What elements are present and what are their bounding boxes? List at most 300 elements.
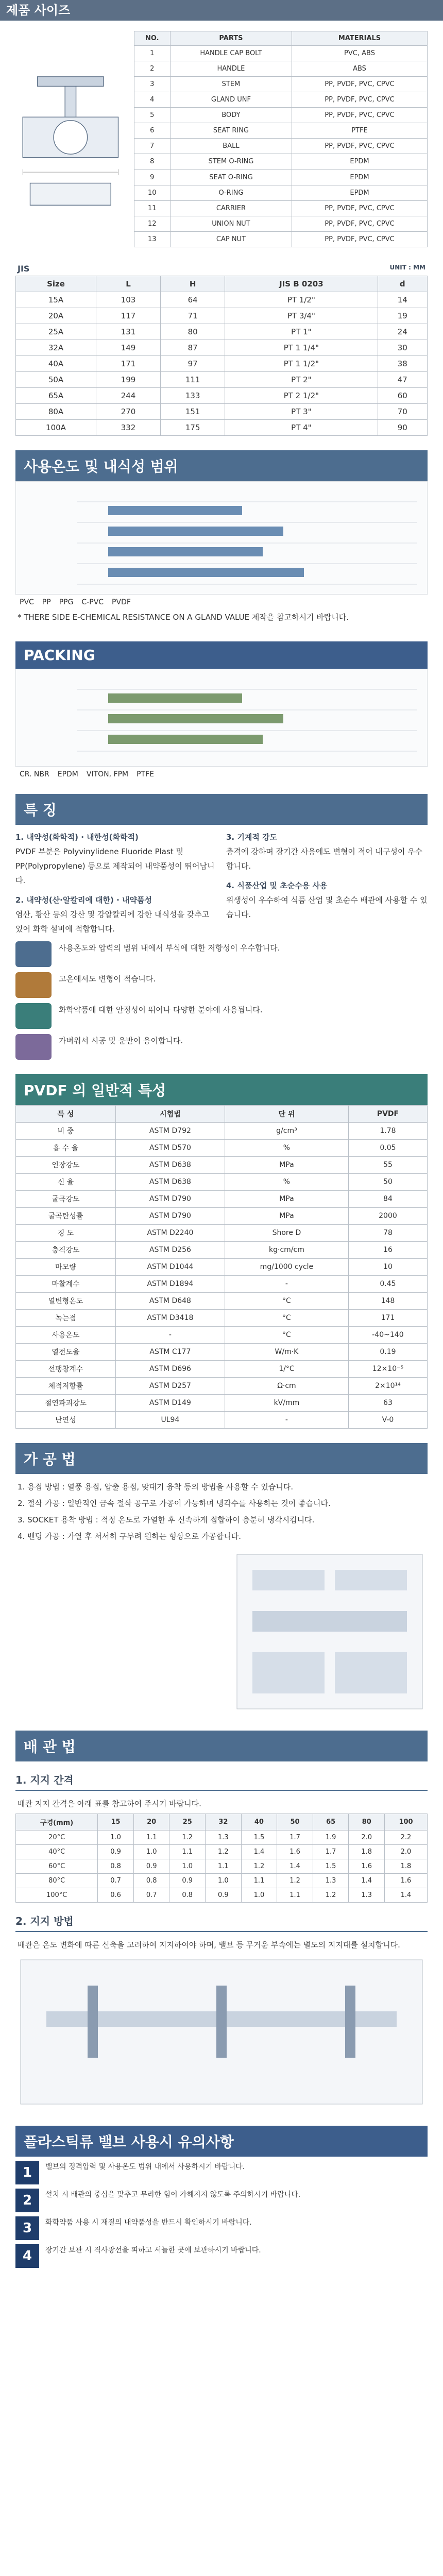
installation-sub1-text: 배관 지지 간격은 아래 표를 참고하여 주시기 바랍니다. xyxy=(18,1799,201,1808)
precaution-text: 밸브의 정격압력 및 사용온도 범위 내에서 사용하시기 바랍니다. xyxy=(45,2163,245,2171)
parts-cell: 6 xyxy=(134,123,170,139)
temp-material-label: PP xyxy=(42,598,51,606)
support-cell: 1.5 xyxy=(241,1831,277,1845)
legend-row xyxy=(15,1034,428,1060)
precaution-number: 2 xyxy=(15,2189,39,2212)
dim-cell: 244 xyxy=(96,388,160,404)
pvdf-row xyxy=(16,1378,428,1395)
pvdf-row xyxy=(16,1327,428,1344)
legend-text: 사용온도와 압력의 범위 내에서 부식에 대한 저항성이 우수합니다. xyxy=(59,943,280,953)
pvdf-row xyxy=(16,1174,428,1191)
parts-cell: PP, PVDF, PVC, CPVC xyxy=(292,92,428,108)
precaution-item xyxy=(15,2189,428,2212)
parts-cell: UNION NUT xyxy=(170,216,292,231)
support-cell: 1.3 xyxy=(206,1831,242,1845)
support-cell: 1.4 xyxy=(385,1888,428,1903)
parts-cell: 1 xyxy=(134,46,170,61)
support-cell: 0.8 xyxy=(133,1874,169,1888)
packing-material-label: EPDM xyxy=(57,770,78,778)
pvdf-cell: 1/°C xyxy=(225,1361,348,1378)
pvdf-cell: mg/1000 cycle xyxy=(225,1259,348,1276)
pvdf-cell: ASTM D256 xyxy=(115,1242,225,1259)
dim-cell: 171 xyxy=(96,356,160,372)
pvdf-cell: 171 xyxy=(348,1310,427,1327)
processing-item: 4. 밴딩 가공 : 가열 후 서서히 구부려 원하는 형상으로 가공합니다. xyxy=(18,1532,242,1541)
installation-illustration xyxy=(15,1955,428,2109)
support-header: 80 xyxy=(349,1814,385,1831)
pvdf-cell: 난연성 xyxy=(16,1412,116,1429)
pvdf-cell: UL94 xyxy=(115,1412,225,1429)
pvdf-cell: MPa xyxy=(225,1208,348,1225)
pvdf-cell: ASTM D638 xyxy=(115,1157,225,1174)
pvdf-row xyxy=(16,1123,428,1140)
pvdf-cell: kg·cm/cm xyxy=(225,1242,348,1259)
support-cell: 1.4 xyxy=(349,1874,385,1888)
support-header: 100 xyxy=(385,1814,428,1831)
parts-cell: BALL xyxy=(170,139,292,154)
dim-label: JIS xyxy=(18,264,30,274)
parts-row xyxy=(134,170,427,185)
support-cell: 1.2 xyxy=(313,1888,349,1903)
pvdf-cell: 2×10¹⁴ xyxy=(348,1378,427,1395)
parts-cell: O-RING xyxy=(170,185,292,200)
parts-cell: 10 xyxy=(134,185,170,200)
dim-cell: 71 xyxy=(161,308,225,324)
dim-row xyxy=(16,372,428,388)
dim-cell: 30 xyxy=(378,340,427,356)
dim-cell: 32A xyxy=(16,340,96,356)
support-cell: 1.8 xyxy=(349,1845,385,1859)
dim-cell: PT 1/2" xyxy=(225,292,378,308)
pvdf-cell: ASTM D2240 xyxy=(115,1225,225,1242)
dim-cell: 80A xyxy=(16,404,96,420)
support-cell: 1.7 xyxy=(277,1831,313,1845)
pvdf-cell: 84 xyxy=(348,1191,427,1208)
dim-cell: 80 xyxy=(161,324,225,340)
parts-cell: PP, PVDF, PVC, CPVC xyxy=(292,231,428,247)
support-row xyxy=(16,1874,428,1888)
parts-table xyxy=(134,31,428,247)
support-table xyxy=(15,1814,428,1903)
parts-cell: BODY xyxy=(170,108,292,123)
pvdf-cell: 16 xyxy=(348,1242,427,1259)
support-header: 65 xyxy=(313,1814,349,1831)
parts-row xyxy=(134,231,427,247)
temp-material-label: PVC xyxy=(20,598,34,606)
parts-row xyxy=(134,200,427,216)
parts-row xyxy=(134,92,427,108)
pvdf-cell: 1.78 xyxy=(348,1123,427,1140)
support-header: 25 xyxy=(169,1814,206,1831)
pvdf-cell: - xyxy=(115,1327,225,1344)
pvdf-cell: ASTM D257 xyxy=(115,1378,225,1395)
pvdf-cell: ASTM D1894 xyxy=(115,1276,225,1293)
support-cell: 2.0 xyxy=(349,1831,385,1845)
installation-sub2-text: 배관은 온도 변화에 따른 신축을 고려하여 지지하여야 하며, 밸브 등 무거운 부속에는 별도의 지지대를 설치합니다. xyxy=(18,1940,400,1950)
parts-row xyxy=(134,216,427,231)
pvdf-row xyxy=(16,1293,428,1310)
support-cell: 1.5 xyxy=(313,1859,349,1874)
parts-cell: GLAND UNF xyxy=(170,92,292,108)
dim-cell: 87 xyxy=(161,340,225,356)
support-row xyxy=(16,1845,428,1859)
dim-row xyxy=(16,404,428,420)
pvdf-header: 특 성 xyxy=(16,1106,116,1123)
pvdf-cell: ASTM D149 xyxy=(115,1395,225,1412)
pvdf-cell: -40~140 xyxy=(348,1327,427,1344)
parts-cell: 11 xyxy=(134,200,170,216)
support-cell: 1.0 xyxy=(169,1859,206,1874)
feature-text: 충격에 강하며 장기간 사용에도 변형이 적어 내구성이 우수합니다. xyxy=(226,847,423,871)
pvdf-row xyxy=(16,1225,428,1242)
feature-text: 3. 기계적 강도 xyxy=(226,833,278,842)
precaution-item xyxy=(15,2161,428,2184)
dim-cell: 38 xyxy=(378,356,427,372)
support-cell: 0.8 xyxy=(169,1888,206,1903)
dim-cell: 270 xyxy=(96,404,160,420)
temp-pressure-note: * THERE SIDE E-CHEMICAL RESISTANCE ON A GLAND VALUE 제작을 참고하시기 바랍니다. xyxy=(18,613,349,622)
dim-row xyxy=(16,324,428,340)
parts-col-parts: PARTS xyxy=(170,31,292,46)
support-cell: 1.0 xyxy=(241,1888,277,1903)
precautions-block xyxy=(15,2126,428,2268)
parts-cell: PVC, ABS xyxy=(292,46,428,61)
parts-cell: 3 xyxy=(134,77,170,92)
support-cell: 0.6 xyxy=(98,1888,134,1903)
dim-cell: 111 xyxy=(161,372,225,388)
support-cell: 80°C xyxy=(16,1874,98,1888)
parts-cell: EPDM xyxy=(292,185,428,200)
parts-cell: CARRIER xyxy=(170,200,292,216)
pvdf-cell: ASTM D1044 xyxy=(115,1259,225,1276)
parts-cell: ABS xyxy=(292,61,428,77)
installation-sub2: 2. 지지 방법 xyxy=(15,1910,428,1932)
support-cell: 1.4 xyxy=(277,1859,313,1874)
packing-material-label: VITON, FPM xyxy=(86,770,129,778)
pvdf-cell: ASTM D570 xyxy=(115,1140,225,1157)
pvdf-cell: 녹는점 xyxy=(16,1310,116,1327)
pvdf-cell: 0.19 xyxy=(348,1344,427,1361)
feature-text: 염산, 황산 등의 강산 및 강알칼리에 강한 내식성을 갖추고 있어 화학 설비에 적합합니다. xyxy=(15,910,210,934)
parts-cell: HANDLE xyxy=(170,61,292,77)
pvdf-cell: °C xyxy=(225,1293,348,1310)
temp-material-label: PPG xyxy=(59,598,74,606)
dim-header: Size xyxy=(16,276,96,292)
dim-cell: 70 xyxy=(378,404,427,420)
dim-cell: 40A xyxy=(16,356,96,372)
dim-header: H xyxy=(161,276,225,292)
dim-cell: 131 xyxy=(96,324,160,340)
pvdf-row xyxy=(16,1259,428,1276)
pvdf-cell: 굴곡강도 xyxy=(16,1191,116,1208)
pvdf-cell: °C xyxy=(225,1310,348,1327)
support-header: 구경(mm) xyxy=(16,1814,98,1831)
feature-text: 1. 내약성(화학적) · 내한성(화학적) xyxy=(15,833,139,842)
support-header: 40 xyxy=(241,1814,277,1831)
pvdf-cell: V-0 xyxy=(348,1412,427,1429)
parts-cell: STEM xyxy=(170,77,292,92)
pvdf-cell: 마모량 xyxy=(16,1259,116,1276)
weight-icon xyxy=(15,1034,52,1060)
parts-cell: 13 xyxy=(134,231,170,247)
precaution-item xyxy=(15,2244,428,2268)
processing-item: 3. SOCKET 용착 방법 : 적정 온도로 가열한 후 신속하게 접합하여 충분히 냉각시킵니다. xyxy=(18,1515,315,1524)
support-cell: 2.2 xyxy=(385,1831,428,1845)
pvdf-cell: ASTM D638 xyxy=(115,1174,225,1191)
pvdf-cell: % xyxy=(225,1174,348,1191)
parts-cell: 12 xyxy=(134,216,170,231)
installation-block xyxy=(15,1731,428,2111)
parts-cell: CAP NUT xyxy=(170,231,292,247)
support-cell: 1.2 xyxy=(241,1859,277,1874)
dim-unit: UNIT : MM xyxy=(389,264,425,271)
support-cell: 2.0 xyxy=(385,1845,428,1859)
support-cell: 1.6 xyxy=(385,1874,428,1888)
parts-cell: SEAT O-RING xyxy=(170,170,292,185)
dim-cell: 100A xyxy=(16,420,96,436)
support-cell: 0.9 xyxy=(98,1845,134,1859)
support-cell: 1.1 xyxy=(241,1874,277,1888)
pvdf-cell: ASTM D648 xyxy=(115,1293,225,1310)
dim-cell: 15A xyxy=(16,292,96,308)
dimension-block xyxy=(15,262,428,436)
pvdf-cell: - xyxy=(225,1276,348,1293)
pvdf-cell: 인장강도 xyxy=(16,1157,116,1174)
dim-header: L xyxy=(96,276,160,292)
support-cell: 1.8 xyxy=(385,1859,428,1874)
support-cell: 1.7 xyxy=(313,1845,349,1859)
pvdf-cell: % xyxy=(225,1140,348,1157)
legend-text: 가벼워서 시공 및 운반이 용이합니다. xyxy=(59,1036,183,1045)
dim-row xyxy=(16,292,428,308)
dim-cell: 64 xyxy=(161,292,225,308)
corrosion-icon xyxy=(15,941,52,967)
parts-row xyxy=(134,77,427,92)
legend-row xyxy=(15,972,428,998)
legend-text: 화학약품에 대한 안정성이 뛰어나 다양한 분야에 사용됩니다. xyxy=(59,1005,263,1014)
support-header: 15 xyxy=(98,1814,134,1831)
precaution-number: 1 xyxy=(15,2161,39,2184)
dim-cell: PT 1" xyxy=(225,324,378,340)
pvdf-cell: W/m·K xyxy=(225,1344,348,1361)
precaution-item xyxy=(15,2216,428,2240)
support-cell: 40°C xyxy=(16,1845,98,1859)
support-cell: 1.0 xyxy=(206,1874,242,1888)
parts-cell: 9 xyxy=(134,170,170,185)
support-cell: 0.9 xyxy=(133,1859,169,1874)
pvdf-cell: ASTM D790 xyxy=(115,1208,225,1225)
dim-cell: 47 xyxy=(378,372,427,388)
pvdf-cell: 148 xyxy=(348,1293,427,1310)
processing-item: 1. 용접 방법 : 열풍 용접, 압출 용접, 맞대기 융착 등의 방법을 사용할 수 있습니다. xyxy=(18,1482,294,1492)
support-cell: 1.0 xyxy=(133,1845,169,1859)
dim-cell: 25A xyxy=(16,324,96,340)
pvdf-row xyxy=(16,1140,428,1157)
temp-material-label: C-PVC xyxy=(81,598,104,606)
valve-drawing xyxy=(15,31,126,247)
parts-cell: EPDM xyxy=(292,154,428,170)
processing-illustration xyxy=(15,1549,428,1714)
dim-cell: 50A xyxy=(16,372,96,388)
dim-cell: 60 xyxy=(378,388,427,404)
dim-cell: PT 2" xyxy=(225,372,378,388)
pvdf-cell: Ω·cm xyxy=(225,1378,348,1395)
precaution-text: 화학약품 사용 시 재질의 내약품성을 반드시 확인하시기 바랍니다. xyxy=(45,2218,252,2227)
dim-cell: 20A xyxy=(16,308,96,324)
dim-cell: 97 xyxy=(161,356,225,372)
pvdf-header: 시험법 xyxy=(115,1106,225,1123)
packing-material-label: PTFE xyxy=(137,770,155,778)
pvdf-row xyxy=(16,1361,428,1378)
parts-cell: 7 xyxy=(134,139,170,154)
pvdf-cell: 충격강도 xyxy=(16,1242,116,1259)
section-product-size: 제품 사이즈 xyxy=(0,0,443,21)
installation-title: 배 관 법 xyxy=(15,1731,428,1761)
pvdf-cell: ASTM D3418 xyxy=(115,1310,225,1327)
precaution-text: 설치 시 배관의 중심을 맞추고 무리한 힘이 가해지지 않도록 주의하시기 바랍니다. xyxy=(45,2191,301,2199)
feature-text: PVDF 부분은 Polyvinylidene Fluoride Plast 및 PP(Polypropylene) 등으로 제작되어 내약품성이 뛰어납니다. xyxy=(15,847,215,885)
support-cell: 1.0 xyxy=(98,1831,134,1845)
features-title: 특 징 xyxy=(15,794,428,825)
pvdf-header: 단 위 xyxy=(225,1106,348,1123)
pvdf-cell: 10 xyxy=(348,1259,427,1276)
support-cell: 0.9 xyxy=(169,1874,206,1888)
pvdf-cell: 78 xyxy=(348,1225,427,1242)
parts-col-no: NO. xyxy=(134,31,170,46)
parts-cell: PP, PVDF, PVC, CPVC xyxy=(292,108,428,123)
pvdf-cell: ASTM D792 xyxy=(115,1123,225,1140)
parts-cell: PTFE xyxy=(292,123,428,139)
pvdf-cell: 12×10⁻⁵ xyxy=(348,1361,427,1378)
temp-pressure-chart xyxy=(15,481,428,595)
support-cell: 1.2 xyxy=(169,1831,206,1845)
pvdf-cell: 2000 xyxy=(348,1208,427,1225)
pvdf-cell: MPa xyxy=(225,1157,348,1174)
parts-block xyxy=(15,31,428,247)
dim-cell: 14 xyxy=(378,292,427,308)
pvdf-cell: ASTM D696 xyxy=(115,1361,225,1378)
dim-cell: 103 xyxy=(96,292,160,308)
precautions-title: 플라스틱류 밸브 사용시 유의사항 xyxy=(15,2126,428,2157)
support-header: 50 xyxy=(277,1814,313,1831)
pvdf-block xyxy=(15,1074,428,1429)
pvdf-cell: 사용온도 xyxy=(16,1327,116,1344)
dim-header: d xyxy=(378,276,427,292)
precaution-number: 4 xyxy=(15,2244,39,2268)
parts-cell: PP, PVDF, PVC, CPVC xyxy=(292,200,428,216)
pvdf-cell: 흡 수 율 xyxy=(16,1140,116,1157)
dim-row xyxy=(16,308,428,324)
processing-item: 2. 절삭 가공 : 일반적인 금속 절삭 공구로 가공이 가능하며 냉각수를 사용하는 것이 좋습니다. xyxy=(18,1499,331,1508)
parts-row xyxy=(134,46,427,61)
pvdf-cell: ASTM D790 xyxy=(115,1191,225,1208)
pvdf-cell: 55 xyxy=(348,1157,427,1174)
parts-row xyxy=(134,123,427,139)
temp-pressure-title: 사용온도 및 내식성 범위 xyxy=(15,450,428,481)
parts-cell: PP, PVDF, PVC, CPVC xyxy=(292,139,428,154)
temp-material-label: PVDF xyxy=(112,598,131,606)
dim-cell: 19 xyxy=(378,308,427,324)
legend-row xyxy=(15,941,428,967)
chemical-icon xyxy=(15,1003,52,1029)
parts-row xyxy=(134,185,427,200)
pvdf-cell: 절연파괴강도 xyxy=(16,1395,116,1412)
dim-row xyxy=(16,420,428,436)
pvdf-header: PVDF xyxy=(348,1106,427,1123)
parts-cell: 4 xyxy=(134,92,170,108)
features-block xyxy=(15,794,428,1060)
pvdf-cell: 굴곡탄성률 xyxy=(16,1208,116,1225)
support-cell: 100°C xyxy=(16,1888,98,1903)
parts-row xyxy=(134,154,427,170)
support-cell: 0.7 xyxy=(133,1888,169,1903)
processing-block xyxy=(15,1443,428,1716)
pvdf-cell: Shore D xyxy=(225,1225,348,1242)
support-cell: 1.2 xyxy=(206,1845,242,1859)
dim-cell: 117 xyxy=(96,308,160,324)
parts-cell: 2 xyxy=(134,61,170,77)
pvdf-row xyxy=(16,1310,428,1327)
dim-cell: 149 xyxy=(96,340,160,356)
support-cell: 20°C xyxy=(16,1831,98,1845)
packing-block xyxy=(15,641,428,779)
parts-row xyxy=(134,61,427,77)
pvdf-cell: 열변형온도 xyxy=(16,1293,116,1310)
dimension-table xyxy=(15,276,428,436)
support-cell: 1.4 xyxy=(241,1845,277,1859)
pvdf-cell: 경 도 xyxy=(16,1225,116,1242)
parts-cell: PP, PVDF, PVC, CPVC xyxy=(292,77,428,92)
dim-cell: PT 3" xyxy=(225,404,378,420)
pvdf-cell: 비 중 xyxy=(16,1123,116,1140)
support-cell: 1.1 xyxy=(169,1845,206,1859)
parts-col-materials: MATERIALS xyxy=(292,31,428,46)
pvdf-title: PVDF 의 일반적 특성 xyxy=(15,1074,428,1105)
support-cell: 1.1 xyxy=(133,1831,169,1845)
parts-cell: 8 xyxy=(134,154,170,170)
pvdf-cell: °C xyxy=(225,1327,348,1344)
support-cell: 1.1 xyxy=(277,1888,313,1903)
parts-cell: 5 xyxy=(134,108,170,123)
processing-title: 가 공 법 xyxy=(15,1443,428,1474)
pvdf-cell: kV/mm xyxy=(225,1395,348,1412)
dim-cell: PT 1 1/4" xyxy=(225,340,378,356)
pvdf-cell: - xyxy=(225,1412,348,1429)
precaution-text: 장기간 보관 시 직사광선을 피하고 서늘한 곳에 보관하시기 바랍니다. xyxy=(45,2246,261,2255)
support-cell: 60°C xyxy=(16,1859,98,1874)
dim-cell: 24 xyxy=(378,324,427,340)
pvdf-cell: 신 율 xyxy=(16,1174,116,1191)
pvdf-row xyxy=(16,1242,428,1259)
pvdf-cell: 0.45 xyxy=(348,1276,427,1293)
pvdf-row xyxy=(16,1157,428,1174)
support-cell: 1.1 xyxy=(206,1859,242,1874)
support-cell: 0.9 xyxy=(206,1888,242,1903)
support-row xyxy=(16,1888,428,1903)
pvdf-cell: 63 xyxy=(348,1395,427,1412)
support-cell: 0.7 xyxy=(98,1874,134,1888)
installation-sub1: 1. 지지 간격 xyxy=(15,1769,428,1791)
pvdf-row xyxy=(16,1344,428,1361)
dim-row xyxy=(16,340,428,356)
parts-cell: PP, PVDF, PVC, CPVC xyxy=(292,216,428,231)
dim-cell: 199 xyxy=(96,372,160,388)
feature-text: 2. 내약성(산·알칼리에 대한) · 내약품성 xyxy=(15,895,152,905)
pvdf-cell: g/cm³ xyxy=(225,1123,348,1140)
feature-text: 4. 식품산업 및 초순수용 사용 xyxy=(226,881,328,890)
pvdf-cell: 마찰계수 xyxy=(16,1276,116,1293)
pvdf-cell: MPa xyxy=(225,1191,348,1208)
